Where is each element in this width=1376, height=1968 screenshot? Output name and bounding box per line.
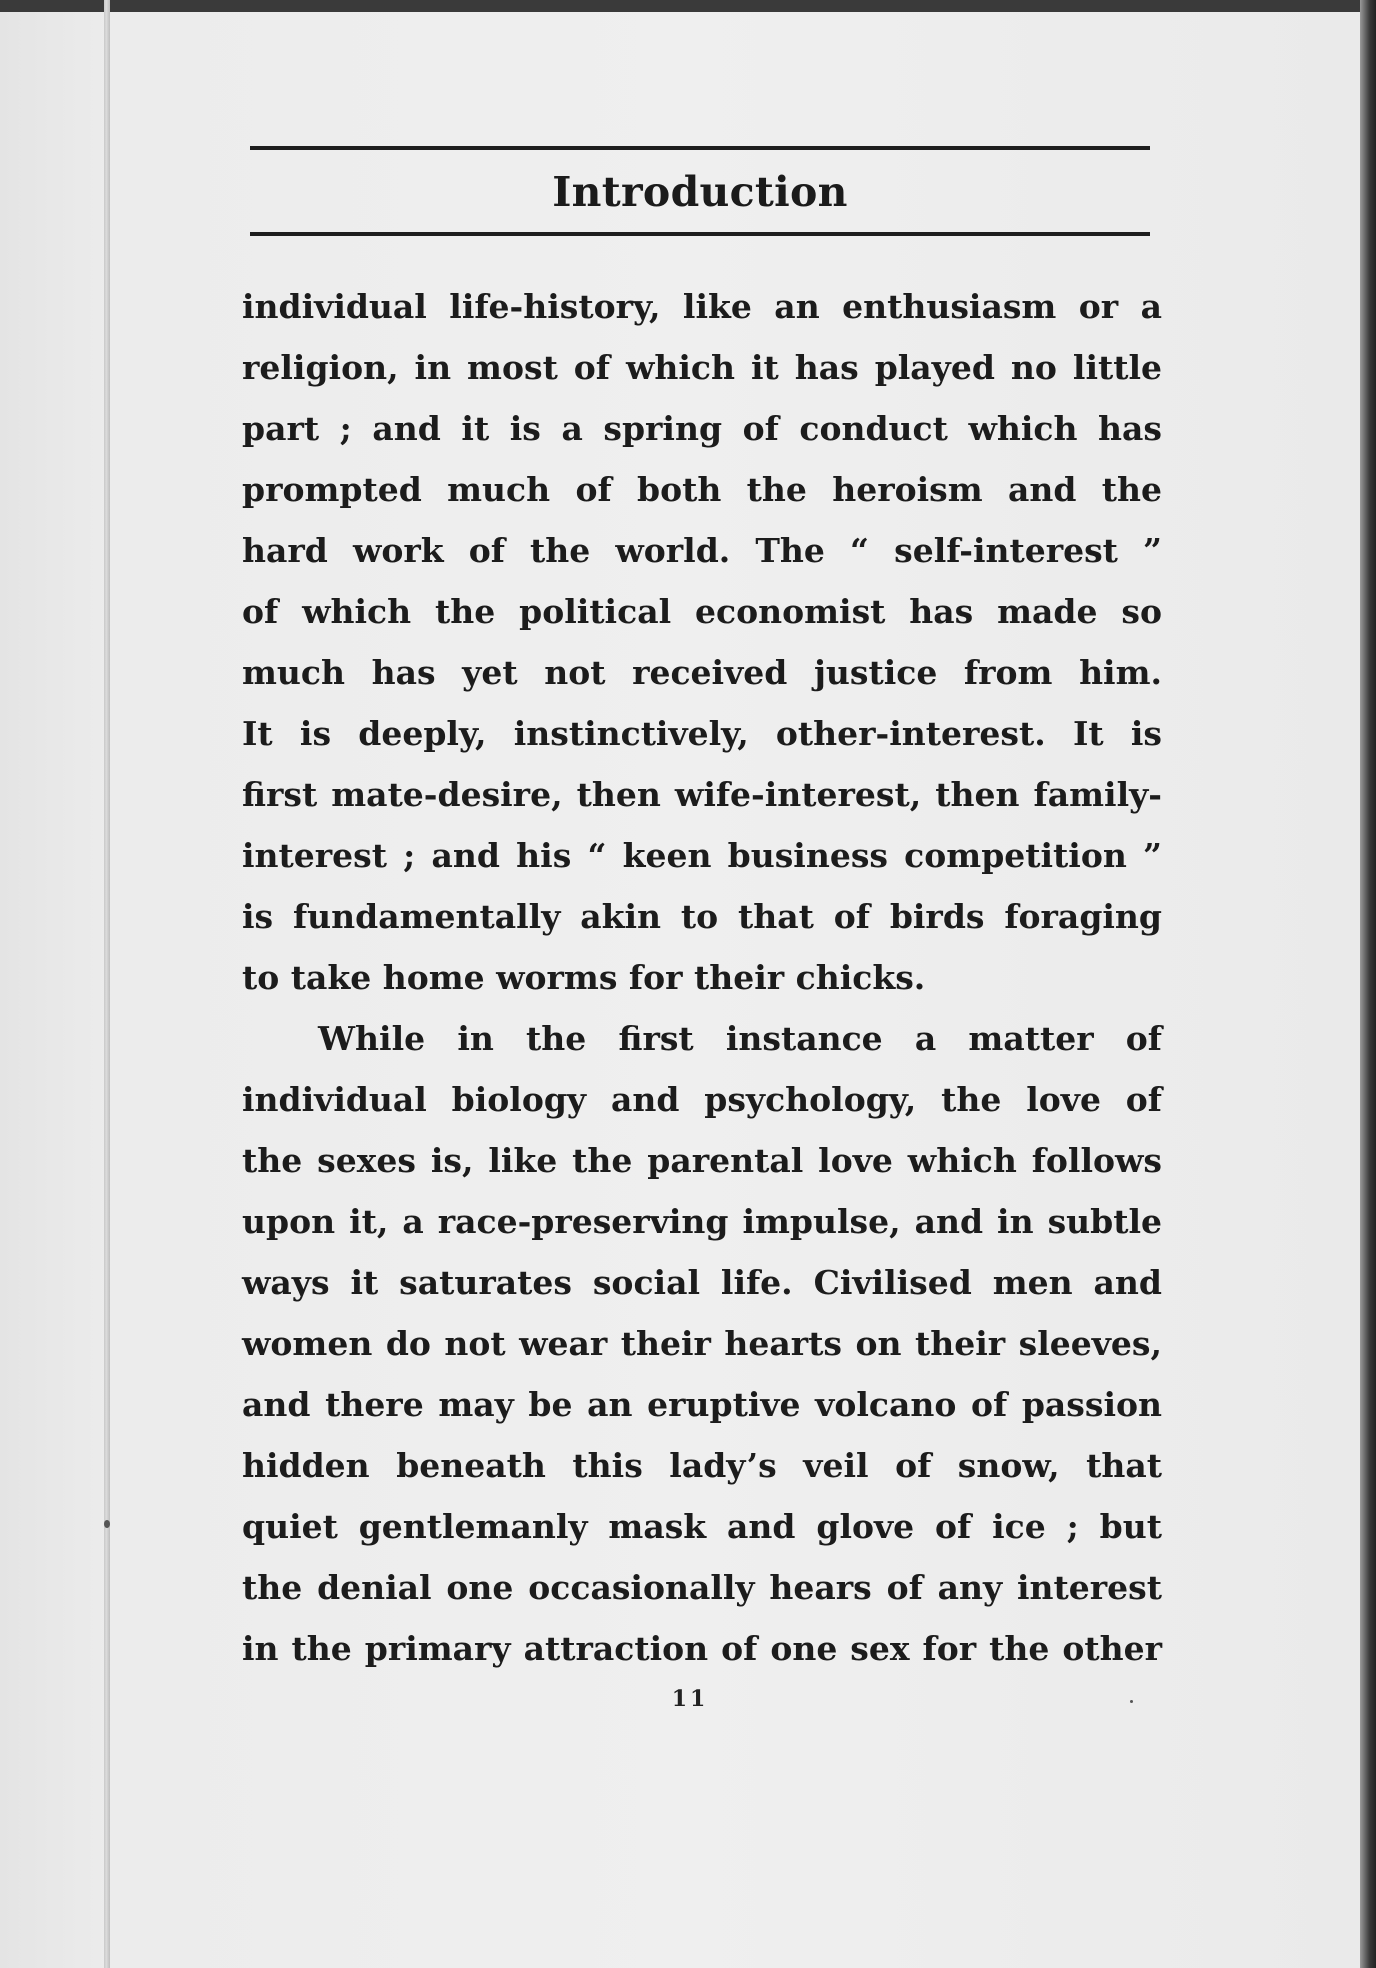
- text-line: the sexes is, like the parental love which follows: [242, 1141, 1162, 1180]
- header-rule-bottom: [250, 232, 1150, 236]
- text-line: It is deeply, instinctively, other-interest. It is: [242, 714, 1162, 753]
- text-line: hidden beneath this lady’s veil of snow, that: [242, 1446, 1162, 1485]
- text-line: individual biology and psychology, the love of: [242, 1080, 1162, 1119]
- text-line: prompted much of both the heroism and the: [242, 470, 1162, 509]
- text-line: of which the political economist has made so: [242, 592, 1162, 631]
- header-rule-top: [250, 146, 1150, 150]
- text-line: part ; and it is a spring of conduct which has: [242, 409, 1162, 448]
- text-line: and there may be an eruptive volcano of passion: [242, 1385, 1162, 1424]
- text-line: individual life-history, like an enthusiasm or a: [242, 287, 1162, 326]
- text-line: first mate-desire, then wife-interest, then family-: [242, 775, 1162, 814]
- text-line: interest ; and his “ keen business competition ”: [242, 836, 1162, 875]
- text-line: quiet gentlemanly mask and glove of ice ; but: [242, 1507, 1162, 1546]
- text-line: upon it, a race-preserving impulse, and in subtle: [242, 1202, 1162, 1241]
- paragraph: [242, 1008, 1162, 1679]
- text-line: While in the first instance a matter of: [318, 1019, 1162, 1058]
- page-top-edge: [0, 0, 1376, 12]
- text-line: is fundamentally akin to that of birds foraging: [242, 897, 1162, 936]
- page-number: 11: [671, 1686, 709, 1712]
- running-head: Introduction: [552, 168, 848, 216]
- text-line: much has yet not received justice from him.: [242, 653, 1162, 692]
- text-line: in the primary attraction of one sex for the other: [242, 1629, 1162, 1668]
- scan-speck: [1130, 1700, 1133, 1703]
- text-line: religion, in most of which it has played no little: [242, 348, 1162, 387]
- paragraph: [242, 276, 1162, 1008]
- scan-speck: [104, 1520, 110, 1528]
- text-line: the denial one occasionally hears of any interest: [242, 1568, 1162, 1607]
- binding-fold: [104, 0, 110, 1968]
- body-text: [242, 276, 1162, 1679]
- text-line: women do not wear their hearts on their sleeves,: [242, 1324, 1162, 1363]
- text-line: hard work of the world. The “ self-interest ”: [242, 531, 1162, 570]
- page-right-edge: [1360, 0, 1376, 1968]
- text-line: to take home worms for their chicks.: [242, 958, 926, 997]
- text-line: ways it saturates social life. Civilised men and: [242, 1263, 1162, 1302]
